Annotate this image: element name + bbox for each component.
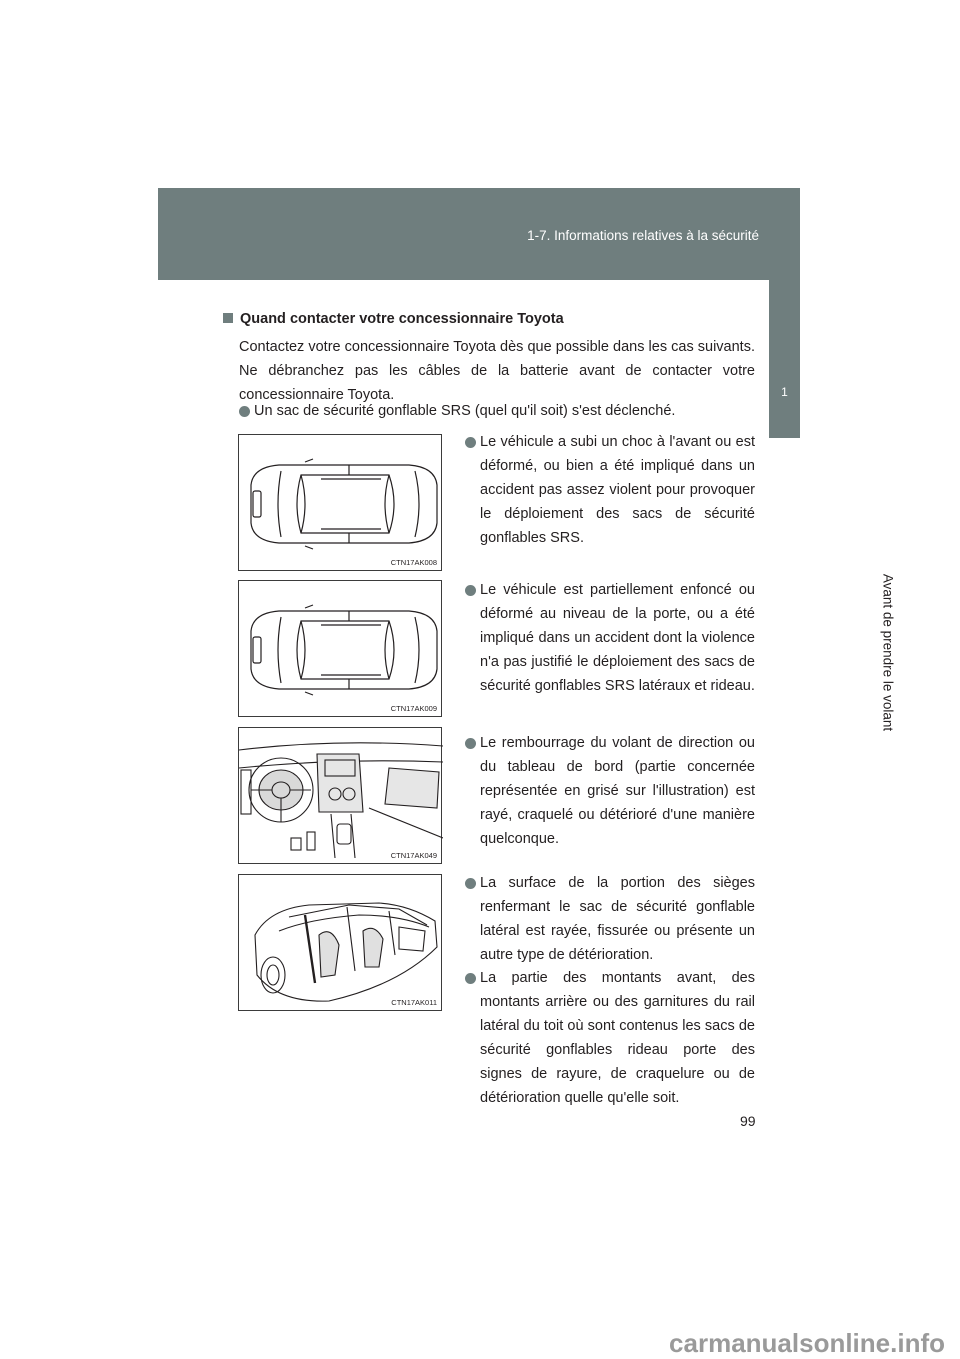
- square-bullet-icon: [223, 313, 233, 323]
- list-item: [465, 430, 755, 550]
- car-cutaway-icon: [239, 875, 443, 1012]
- bullet-icon: [465, 437, 476, 448]
- watermark: [0, 1326, 955, 1358]
- list-item: [465, 578, 755, 698]
- list-item-text: La surface de la portion des sièges renfermant le sac de sécurité gonflable latéral est rayée, fissurée ou présente un autre type de détérioration.: [480, 875, 755, 963]
- chapter-header: [158, 188, 799, 280]
- list-item: [465, 871, 755, 967]
- illustration-car-cutaway: [238, 874, 442, 1011]
- section-heading: [223, 311, 564, 327]
- car-top-view-icon: [239, 435, 443, 572]
- chapter-number: 1: [781, 385, 788, 399]
- list-item-text: Le rembourrage du volant de direction ou du tableau de bord (partie concernée représentée en grisé sur l'illustration) est rayé, craquelé ou détérioré d'une manière quelconque.: [480, 735, 755, 847]
- bullet-icon: [465, 585, 476, 596]
- bullet-icon: [465, 878, 476, 889]
- dashboard-icon: [239, 728, 443, 865]
- list-item: [239, 399, 759, 423]
- watermark-text: carmanualsonline.info: [669, 1328, 945, 1358]
- illustration-code: CTN17AK009: [390, 704, 437, 713]
- illustration-code: CTN17AK008: [390, 558, 437, 567]
- chapter-side-label: Avant de prendre le volant: [880, 573, 896, 732]
- illustration-side-impact: [238, 580, 442, 717]
- chapter-title: 1-7. Informations relatives à la sécurité: [527, 228, 759, 243]
- list-item: [465, 966, 755, 1110]
- list-item-text: Un sac de sécurité gonflable SRS (quel qu'il soit) s'est déclenché.: [254, 403, 676, 419]
- list-item: [465, 731, 755, 851]
- illustration-code: CTN17AK011: [391, 998, 437, 1007]
- bullet-icon: [465, 973, 476, 984]
- illustration-code: CTN17AK049: [390, 851, 437, 860]
- list-item-text: Le véhicule a subi un choc à l'avant ou est déformé, ou bien a été impliqué dans un accident pas assez violent pour provoquer le déploiement des sacs de sécurité gonflables SRS.: [480, 434, 755, 546]
- bullet-icon: [465, 738, 476, 749]
- list-item-text: Le véhicule est partiellement enfoncé ou déformé au niveau de la porte, ou a été impliqué dans un accident dont la violence n'a pas justifié le déploiement des sacs de sécurité gonflables SRS latéraux et rideau.: [480, 582, 755, 694]
- section-intro: Contactez votre concessionnaire Toyota dès que possible dans les cas suivants. Ne débranchez pas les câbles de la batterie avant de contacter votre concessionnaire Toyota.: [239, 339, 755, 403]
- car-top-view-icon: [239, 581, 443, 718]
- illustration-dashboard: [238, 727, 442, 864]
- section-heading-text: Quand contacter votre concessionnaire Toyota: [240, 311, 564, 327]
- illustration-front-impact: [238, 434, 442, 571]
- list-item-text: La partie des montants avant, des montants arrière ou des garnitures du rail latéral du toit où sont contenus les sacs de sécurité gonflables rideau porte des signes de rayure, de craquelure ou de détérioration quelle qu'elle soit.: [480, 970, 755, 1106]
- chapter-tab: [769, 188, 800, 438]
- bullet-icon: [239, 406, 250, 417]
- page-number: 99: [740, 1113, 756, 1129]
